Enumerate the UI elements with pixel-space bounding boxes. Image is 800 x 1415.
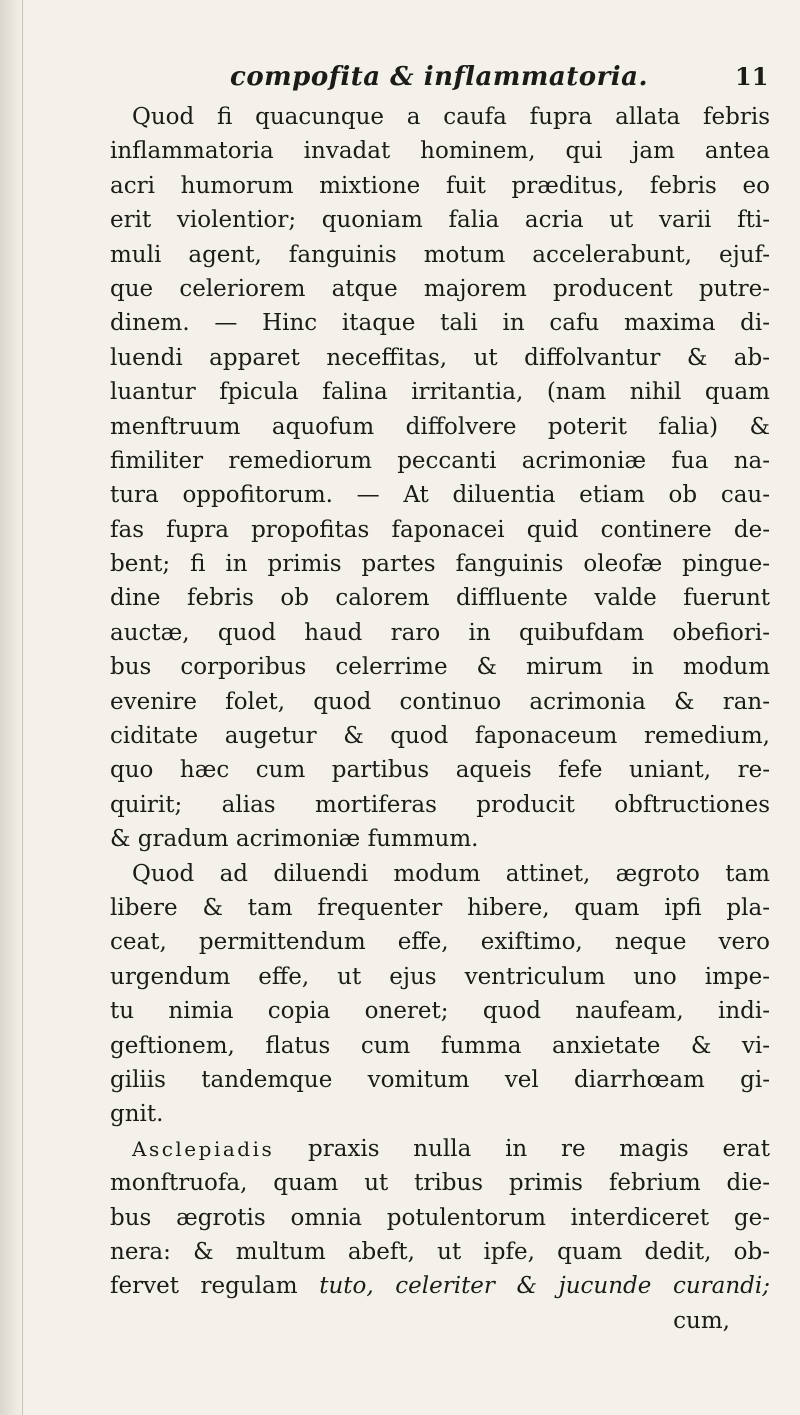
text-line: ciditate augetur & quod faponaceum remedium, (110, 723, 770, 750)
text-line: luendi apparet neceffitas, ut diffolvantur & ab- (110, 344, 770, 371)
text-line: evenire folet, quod continuo acrimonia & ran- (110, 688, 770, 715)
text-line-rest: praxis nulla in re magis erat (307, 1135, 771, 1162)
page-number: 11 (735, 62, 769, 91)
body-text (110, 100, 770, 1338)
text-line: giliis tandemque vomitum vel diarrhœam gi- (110, 1066, 770, 1093)
running-head (0, 62, 800, 98)
text-line (110, 1132, 770, 1166)
text-line: bent; fi in primis partes fanguinis oleofæ pingue- (110, 551, 770, 578)
text-line: que celeriorem atque majorem producent putre- (110, 275, 770, 302)
text-line: quo hæc cum partibus aqueis fefe uniant, re- (110, 757, 770, 784)
text-line: muli agent, fanguinis motum accelerabunt, ejuf- (110, 241, 770, 268)
italic-phrase: tuto, celeriter & jucunde curandi; (319, 1273, 771, 1300)
text-line: bus corporibus celerrime & mirum in modum (110, 654, 770, 681)
text-line: Quod ad diluendi modum attinet, ægroto tam (132, 860, 770, 887)
text-line: inflammatoria invadat hominem, qui jam antea (110, 138, 770, 165)
text-line: menftruum aquofum diffolvere poterit falia) & (110, 413, 770, 440)
text-line: quirit; alias mortiferas producit obftructiones (110, 791, 770, 818)
text-line-start: fervet regulam (110, 1273, 298, 1300)
text-line: erit violentior; quoniam falia acria ut varii fti- (110, 207, 770, 234)
text-line: auctæ, quod haud raro in quibufdam obefiori- (110, 619, 770, 646)
text-line: Quod fi quacunque a caufa fupra allata febris (132, 104, 770, 130)
binding-edge (22, 0, 23, 1415)
text-line: urgendum effe, ut ejus ventriculum uno impe- (110, 963, 770, 990)
text-line: fas fupra propofitas faponacei quid continere de- (110, 516, 770, 543)
text-line: dine febris ob calorem diffluente valde fuerunt (110, 585, 770, 612)
text-line (110, 1269, 770, 1303)
text-line: bus ægrotis omnia potulentorum interdiceret ge- (110, 1204, 770, 1231)
text-line: & gradum acrimoniæ fummum. (110, 826, 479, 853)
author-name: Asclepiadis (132, 1136, 275, 1161)
text-line: libere & tam frequenter hibere, quam ipfi pla- (110, 894, 770, 921)
text-line: tura oppofitorum. — At diluentia etiam ob cau- (110, 482, 770, 509)
text-line: acri humorum mixtione fuit præditus, febris eo (110, 172, 770, 199)
text-line: fimiliter remediorum peccanti acrimoniæ fua na- (110, 447, 770, 474)
text-line: nera: & multum abeft, ut ipfe, quam dedit, ob- (110, 1238, 770, 1265)
text-line: tu nimia copia oneret; quod naufeam, indi- (110, 998, 770, 1025)
text-line: geftionem, flatus cum fumma anxietate & vi- (110, 1032, 770, 1059)
catchword: cum, (673, 1307, 730, 1334)
text-line: luantur fpicula falina irritantia, (nam nihil quam (110, 379, 770, 406)
text-line: dinem. — Hinc itaque tali in cafu maxima di- (110, 310, 770, 337)
running-head-title: compofita & inflammatoria. (230, 62, 649, 92)
text-line: gnit. (110, 1101, 164, 1128)
text-line: monftruofa, quam ut tribus primis febrium die- (110, 1170, 770, 1197)
text-line: ceat, permittendum effe, exiftimo, neque vero (110, 929, 770, 956)
